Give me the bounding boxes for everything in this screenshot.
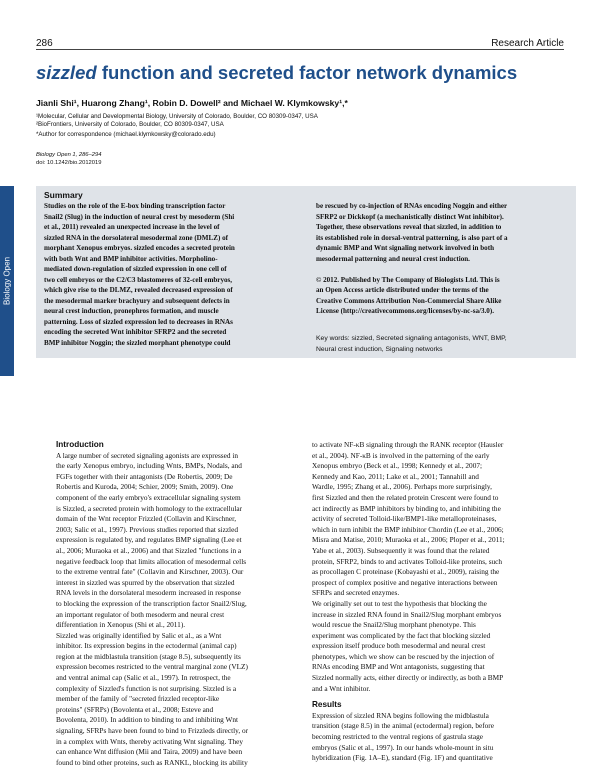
body-text-line: transition (stage 8.5) in the animal (ectodermal) region, before: [312, 721, 494, 731]
summary-line: the mesodermal marker brachyury and subsequent defects in: [44, 296, 230, 305]
results-heading: Results: [312, 700, 342, 710]
introduction-heading: Introduction: [56, 440, 104, 449]
body-text-line: member of the family of "secreted frizzled receptor-like: [56, 694, 220, 704]
correspondence: *Author for correspondence (michael.klymkowsky@colorado.edu): [36, 131, 216, 138]
body-text-line: is Sizzled, a secreted protein with homology to the extracellular: [56, 503, 243, 513]
body-text-line: Expression of sizzled RNA begins following the midblastula: [312, 710, 489, 720]
body-text-line: Robertis and Kuroda, 2004; Schier, 2009; Smith, 2009). One: [56, 482, 234, 492]
summary-line: patterning. Loss of sizzled expression led to decreases in RNAs: [44, 317, 233, 326]
body-text-line: et al., 2004). NF-κB is involved in the patterning of the early: [312, 450, 490, 460]
summary-line: be rescued by co-injection of RNAs encoding Noggin and either: [316, 202, 508, 210]
body-text-line: complexity of Sizzled's function is not surprising. Sizzled is a: [56, 683, 237, 693]
body-text-line: al., 2006; Muraoka et al., 2006) and that Sizzled "functions in a: [56, 545, 242, 555]
body-text-line: differentiation in Xenopus (Shi et al., 2011).: [56, 620, 186, 630]
page-number: 286: [36, 38, 53, 49]
body-left-column: [56, 440, 306, 768]
keywords: [316, 334, 574, 355]
body-text-line: negative feedback loop that limits allocation of mesodermal cells: [56, 556, 247, 566]
header-rule: [36, 49, 564, 50]
body-text-line: RNA levels in the dorsolateral mesoderm increased in response: [56, 588, 241, 598]
body-text-line: Yabe et al., 2003). Subsequently it was found that the related: [312, 545, 490, 555]
body-text-line: A large number of secreted signaling agonists are expressed in: [56, 450, 239, 460]
keywords-line: Neural crest induction, Signaling networks: [316, 345, 443, 353]
body-text-line: Xenopus embryo (Beck et al., 1998; Kennedy et al., 2007;: [312, 461, 483, 471]
body-text-line: expression is regulated by, and regulates BMP signaling (Lee et: [56, 535, 242, 545]
title-text: function and secreted factor network dynamics: [101, 62, 518, 83]
summary-line: Snail2 (Slug) in the induction of neural crest by mesoderm (Shi: [44, 212, 235, 221]
body-text-line: Wardle, 1995; Zhang et al., 2006). Perhaps more surprisingly,: [312, 482, 492, 492]
summary-line: morphant Xenopus embryos. sizzled encodes a secreted protein: [44, 244, 235, 252]
body-text-line: in a complex with Wnts, thereby activating Wnt signaling. They: [56, 736, 244, 746]
body-text-line: region at the midblastula transition (stage 8.5), subsequently its: [56, 651, 241, 661]
body-text-line: and a Wnt inhibitor.: [312, 683, 371, 693]
body-text-line: experiment was complicated by the fact that blocking sizzled: [312, 630, 491, 640]
summary-line: License (http://creativecommons.org/licenses/by-nc-sa/3.0).: [316, 307, 494, 315]
summary-line: which give rise to the DLMZ, revealed decreased expression of: [44, 286, 233, 294]
body-text-line: first Sizzled and then the related protein Crescent were found to: [312, 492, 499, 502]
body-text-line: to activate NF-κB signaling through the RANK receptor (Hausler: [312, 440, 504, 449]
summary-line: sizzled RNA in the dorsolateral mesodermal zone (DMLZ) of: [44, 233, 229, 242]
summary-line: Studies on the role of the E-box binding transcription factor: [44, 202, 226, 210]
summary-line: et al., 2011) revealed an unexpected increase in the level of: [44, 223, 220, 231]
body-text-line: SFRPs and secreted enzymes.: [312, 588, 400, 598]
body-text-line: found to bind other proteins, such as RANKL, blocking its ability: [56, 757, 248, 767]
summary-line: its established role in dorsal-ventral patterning, is also part of a: [316, 233, 508, 242]
body-text-line: Misra and Matise, 2010; Muraoka et al., 2006; Ploper et al., 2011;: [312, 535, 505, 545]
body-text-line: component of the early embryo's extracellular signaling system: [56, 492, 241, 502]
body-text-line: We originally set out to test the hypothesis that blocking the: [312, 598, 487, 608]
body-text-line: Kennedy and Kao, 2011; Lake et al., 2001; Tannahill and: [312, 471, 479, 481]
body-text-line: an important regulator of both mesoderm and neural crest: [56, 609, 225, 619]
body-text-line: becoming restricted to the ventral regions of gastrula stage: [312, 732, 484, 742]
body-text-line: signaling, SFRPs have been found to bind to Frizzleds directly, or: [56, 726, 249, 736]
body-text-line: can enhance Wnt diffusion (Mii and Taira, 2009) and have been: [56, 747, 243, 757]
summary-line: mediated down-regulation of sizzled expression in one cell of: [44, 265, 227, 273]
affiliation-2: ²BioFrontiers, University of Colorado, Boulder, CO 80309-0347, USA: [36, 121, 224, 128]
journal-reference: Biology Open 1, 286–294: [36, 152, 102, 158]
article-title: [36, 62, 566, 84]
summary-line: encoding the secreted Wnt inhibitor SFRP2 and the secreted: [44, 328, 227, 336]
body-text-line: and ventral animal cap (Salic et al., 1997). In retrospect, the: [56, 673, 231, 683]
body-text-line: protein, SFRP2, binds to and activates Tolloid-like proteins, such: [312, 556, 503, 566]
summary-line: neural crest induction, pronephros formation, and muscle: [44, 307, 219, 315]
summary-left-column: [44, 201, 302, 348]
body-text-line: Sizzled normally acts, either directly or indirectly, as both a BMP: [312, 673, 504, 683]
summary-line: an Open Access article distributed under the terms of the: [316, 286, 489, 294]
body-text-line: prospect of complex positive and negative interactions between: [312, 577, 498, 587]
title-italic-gene: sizzled: [36, 62, 97, 83]
body-text-line: act indirectly as BMP inhibitors by binding to, and inhibiting the: [312, 503, 501, 513]
side-label-text: Biology Open: [2, 256, 12, 306]
body-text-line: proteins" (SFRPs) (Bovolenta et al., 2008; Esteve and: [56, 704, 214, 714]
summary-line: with both Wnt and BMP inhibitor activities. Morpholino-: [44, 254, 218, 263]
body-text-line: expression itself produce both mesodermal and neural crest: [312, 641, 486, 651]
summary-line: [316, 264, 574, 275]
body-text-line: as procollagen C proteinase (Kobayashi et al., 2009), raising the: [312, 567, 500, 577]
body-text-line: RNAs encoding BMP and Wnt antagonists, suggesting that: [312, 662, 485, 672]
body-text-line: 2003; Salic et al., 1997). Previous studies reported that sizzled: [56, 524, 238, 534]
summary-line: two cell embryos or the C2/C3 blastomeres of 32-cell embryos,: [44, 275, 233, 284]
summary-line: SFRP2 or Dickkopf (a mechanistically distinct Wnt inhibitor).: [316, 212, 504, 221]
body-text-line: phenotypes, which we show can be rescued by the injection of: [312, 651, 495, 661]
body-text-line: interest in sizzled was spurred by the observation that sizzled: [56, 577, 235, 587]
journal-side-label: [0, 186, 14, 376]
author-list: Jianli Shi¹, Huarong Zhang¹, Robin D. Dowell² and Michael W. Klymkowsky¹,*: [36, 98, 348, 108]
body-text-line: embryos (Salic et al., 1997). In our hands whole-mount in situ: [312, 742, 494, 752]
body-text-line: the early Xenopus embryo, including Wnts, BMPs, Nodals, and: [56, 461, 242, 471]
body-text-line: Sizzled was originally identified by Salic et al., as a Wnt: [56, 630, 222, 640]
body-right-column: [312, 440, 562, 764]
body-text-line: to blocking the expression of the transcription factor Snail2/Slug,: [56, 598, 247, 608]
summary-line: dynamic BMP and Wnt signaling network involved in both: [316, 244, 495, 252]
body-text-line: which in turn inhibit the BMP inhibitor Chordin (Lee et al., 2006;: [312, 524, 504, 534]
body-text-line: Bovolenta, 2010). In addition to binding to and inhibiting Wnt: [56, 715, 239, 725]
summary-line: mesodermal patterning and neural crest induction.: [316, 254, 470, 263]
summary-right-column: [316, 201, 574, 317]
body-text-line: increase in sizzled RNA found in Snail2/Slug morphant embryos: [312, 609, 502, 619]
section-label: Research Article: [491, 38, 564, 49]
summary-line: Creative Commons Attribution Non-Commercial Share Alike: [316, 296, 502, 305]
body-text-line: domain of the Wnt receptor Frizzled (Collavin and Kirschner,: [56, 514, 237, 524]
keywords-line: Key words: sizzled, Secreted signaling antagonists, WNT, BMP,: [316, 335, 507, 342]
body-text-line: expression becomes restricted to the ventral marginal zone (VLZ): [56, 662, 248, 672]
affiliation-1: ¹Molecular, Cellular and Developmental Biology, University of Colorado, Boulder, CO 80309-0347, USA: [36, 113, 318, 120]
summary-line: © 2012. Published by The Company of Biologists Ltd. This is: [316, 275, 500, 284]
body-text-line: inhibitor. Its expression begins in the ectodermal (animal cap): [56, 641, 237, 651]
body-text-line: activity of secreted Tolloid-like/BMP1-like metalloproteinases,: [312, 514, 497, 524]
body-text-line: hybridization (Fig. 1A–E), standard (Fig. 1F) and quantitative: [312, 753, 493, 763]
body-text-line: would rescue the Snail2/Slug morphant phenotype. This: [312, 620, 476, 630]
doi: doi: 10.1242/bio.2012019: [36, 160, 102, 166]
body-text-line: to the extreme ventral fate" (Collavin and Kirschner, 2003). Our: [56, 567, 244, 577]
summary-heading: Summary: [44, 190, 83, 200]
body-text-line: FGFs together with their antagonists (De Robertis, 2009; De: [56, 471, 233, 481]
summary-line: Together, these observations reveal that sizzled, in addition to: [316, 223, 502, 231]
summary-line: BMP inhibitor Noggin; the sizzled morphant phenotype could: [44, 338, 231, 347]
